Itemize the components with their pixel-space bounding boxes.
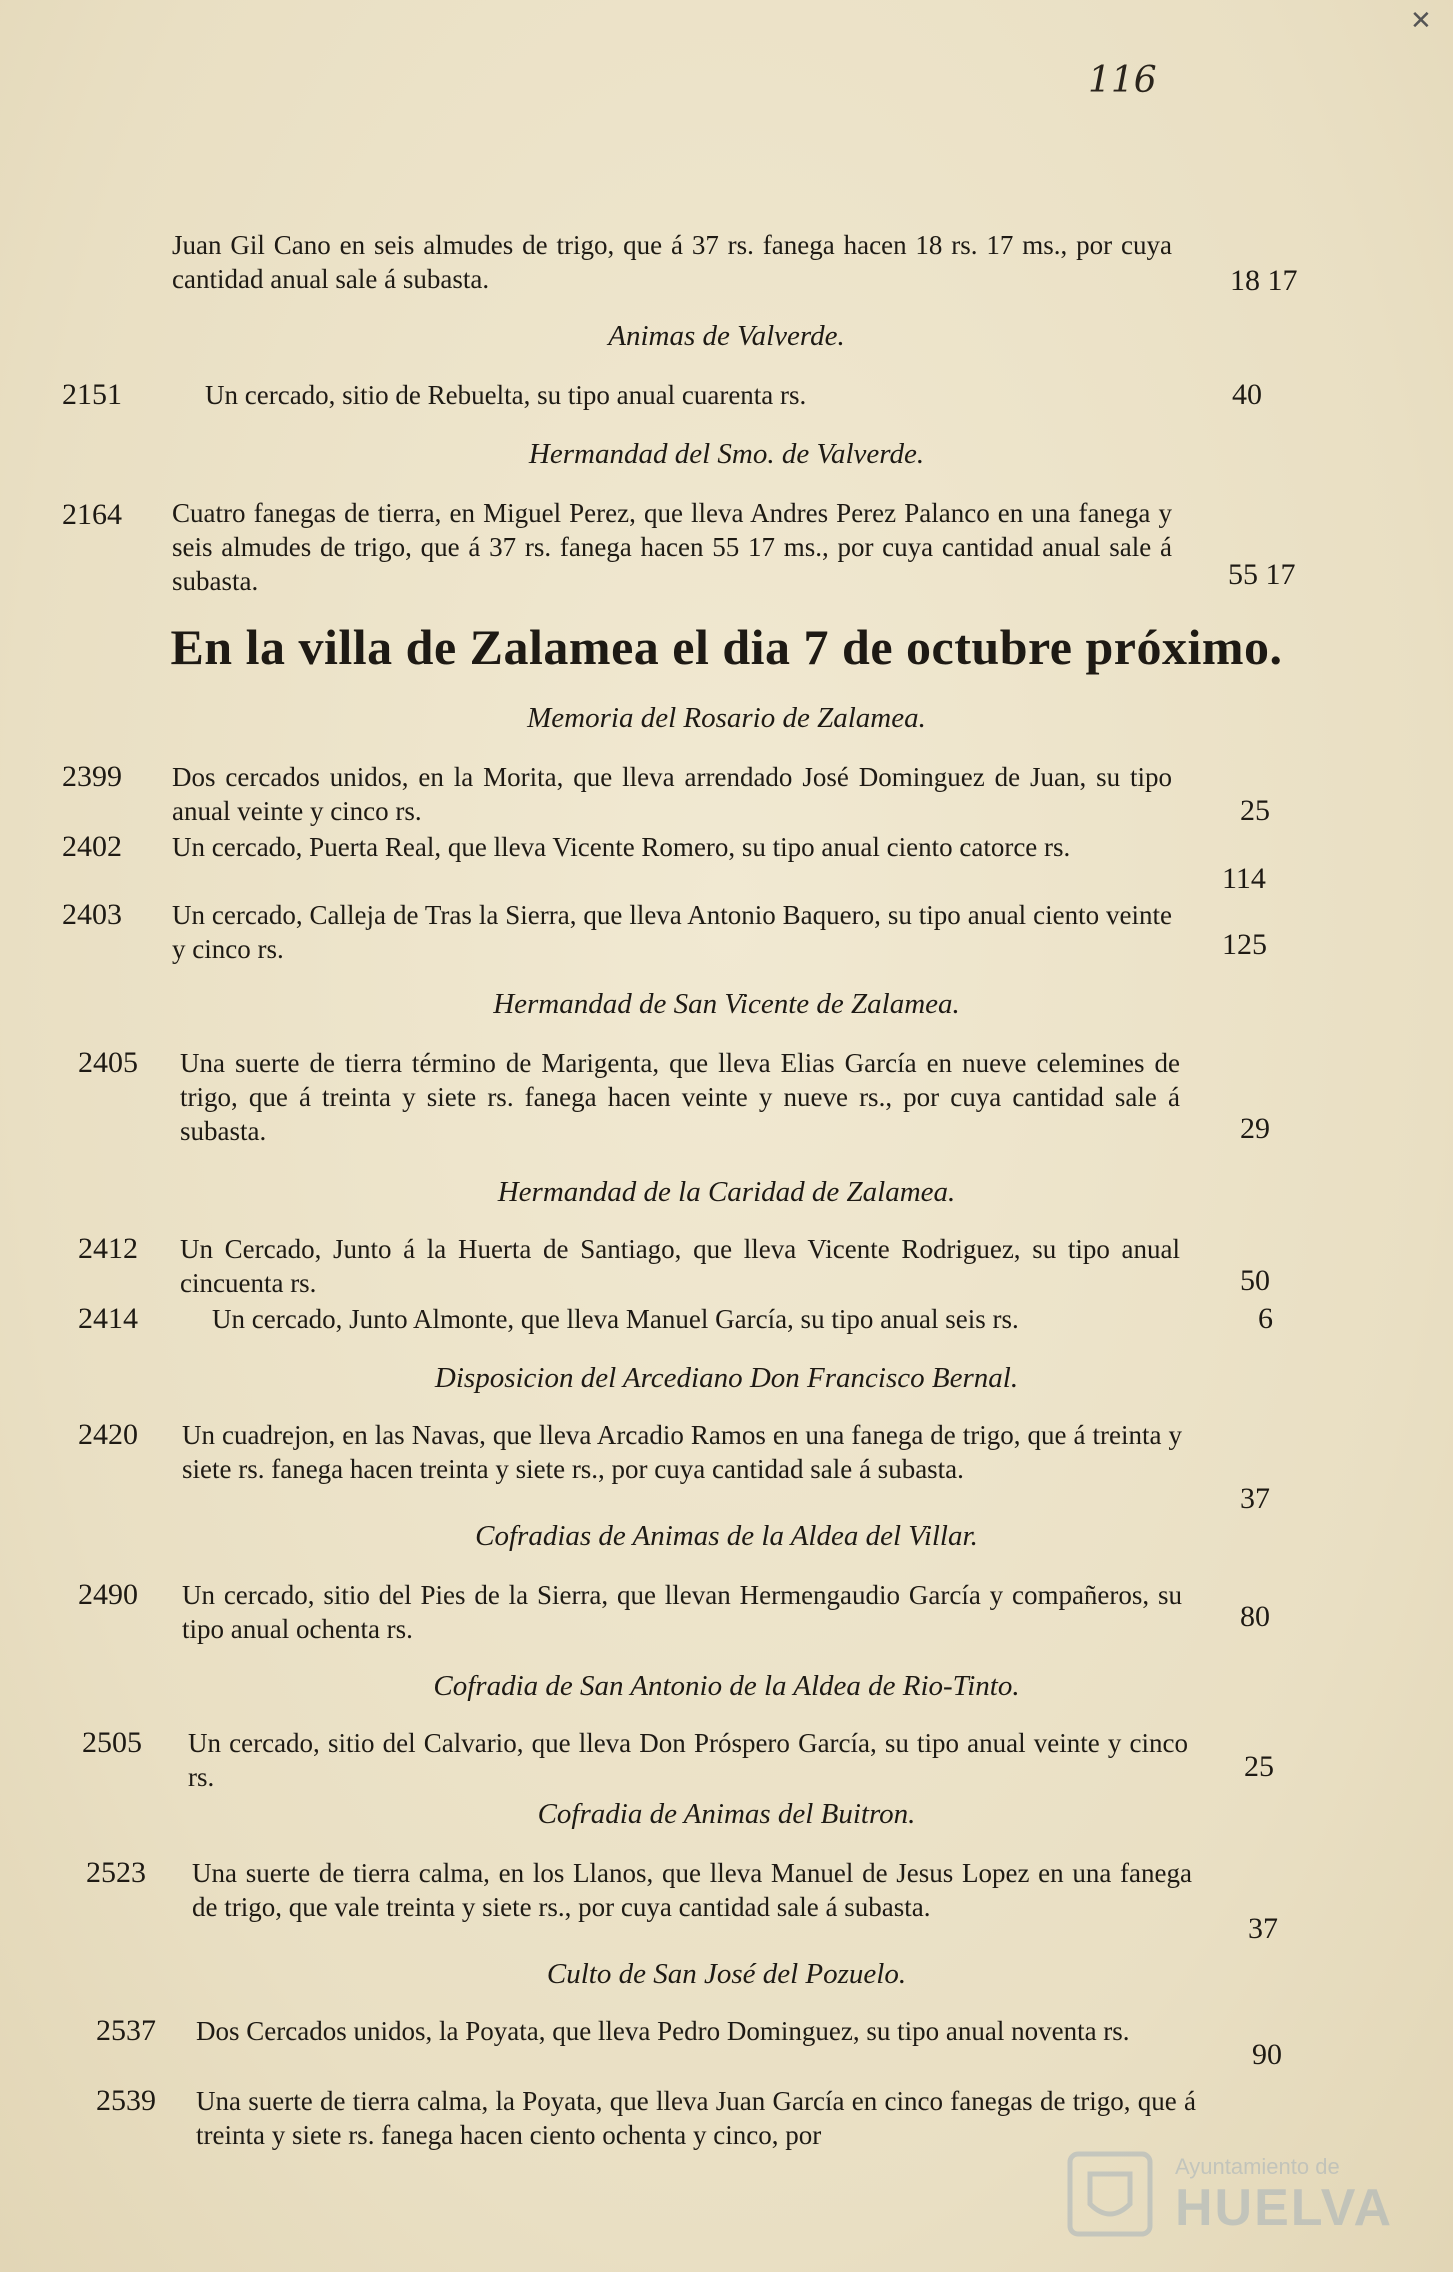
entry-text: Un cercado, sitio del Calvario, que lleva Don Próspero García, su tipo anual veinte y cinco rs. [188, 1728, 1188, 1792]
entry-number: 2405 [78, 1046, 138, 1079]
section-heading-buitron: Cofradia de Animas del Buitron. [537, 1798, 916, 1830]
entry-text: Juan Gil Cano en seis almudes de trigo, que á 37 rs. fanega hacen 18 rs. 17 ms., por cuya cantidad anual sale á subasta. [172, 230, 1172, 294]
entry-amount: 125 [1222, 928, 1267, 961]
entry-amount: 80 [1240, 1600, 1270, 1633]
entry-number: 2412 [78, 1232, 138, 1265]
entry-amount: 37 [1248, 1912, 1278, 1945]
entry-number: 2414 [78, 1302, 138, 1335]
entry-amount: 37 [1240, 1482, 1270, 1515]
entry-number: 2505 [82, 1726, 142, 1759]
entry-text: Un cercado, Puerta Real, que lleva Vicente Romero, su tipo anual ciento catorce rs. [172, 832, 1071, 862]
coat-of-arms-icon [1060, 2144, 1160, 2244]
watermark-logo [1050, 2140, 1394, 2250]
main-heading: En la villa de Zalamea el dia 7 de octubre próximo. [170, 619, 1283, 675]
entry-amount: 6 [1258, 1302, 1273, 1335]
entry-text: Un cercado, Junto Almonte, que lleva Manuel García, su tipo anual seis rs. [212, 1304, 1019, 1334]
section-heading-san-vicente: Hermandad de San Vicente de Zalamea. [493, 988, 960, 1020]
section-heading-cofradias-villar: Cofradias de Animas de la Aldea del Villar. [475, 1520, 978, 1552]
entry-number: 2403 [62, 898, 122, 931]
entry-text: Una suerte de tierra calma, la Poyata, que lleva Juan García en cinco fanegas de trigo, que á treinta y siete rs. fanega hacen ciento ochenta y cinco, por [196, 2086, 1196, 2150]
entry-amount: 29 [1240, 1112, 1270, 1145]
section-heading-arcediano: Disposicion del Arcediano Don Francisco Bernal. [434, 1362, 1019, 1394]
folio-number: 116 [1088, 60, 1157, 101]
entry-amount: 55 17 [1228, 558, 1296, 591]
entry-number: 2523 [86, 1856, 146, 1889]
entry-text: Una suerte de tierra calma, en los Llanos, que lleva Manuel de Jesus Lopez en una fanega de trigo, que vale treinta y siete rs., por cuya cantidad sale á subasta. [192, 1858, 1192, 1922]
entry-text: Un Cercado, Junto á la Huerta de Santiago, que lleva Vicente Rodriguez, su tipo anual cincuenta rs. [180, 1234, 1180, 1298]
entry-amount: 25 [1244, 1750, 1274, 1783]
entry-number: 2537 [96, 2014, 156, 2047]
section-heading-memoria-rosario: Memoria del Rosario de Zalamea. [527, 702, 926, 734]
entry-number: 2399 [62, 760, 122, 793]
section-heading-san-antonio: Cofradia de San Antonio de la Aldea de Rio-Tinto. [433, 1670, 1020, 1702]
entry-text: Un cercado, Calleja de Tras la Sierra, que lleva Antonio Baquero, su tipo anual ciento veinte y cinco rs. [172, 900, 1172, 964]
section-heading-animas-valverde: Animas de Valverde. [608, 320, 845, 352]
entry-text: Una suerte de tierra término de Marigenta, que lleva Elias García en nueve celemines de trigo, que á treinta y siete rs. fanega hacen veinte y nueve rs., por cuya cantidad sale á subasta. [180, 1048, 1180, 1146]
entry-text: Un cercado, sitio de Rebuelta, su tipo anual cuarenta rs. [205, 380, 807, 410]
entry-text: Cuatro fanegas de tierra, en Miguel Perez, que lleva Andres Perez Palanco en una fanega y seis almudes de trigo, que á 37 rs. fanega hacen 55 17 ms., por cuya cantidad anual sale á subasta. [172, 498, 1172, 596]
entry-text: Un cercado, sitio del Pies de la Sierra, que llevan Hermengaudio García y compañeros, su tipo anual ochenta rs. [182, 1580, 1182, 1644]
entry-text: Dos cercados unidos, en la Morita, que lleva arrendado José Dominguez de Juan, su tipo anual veinte y cinco rs. [172, 762, 1172, 826]
entry-number: 2490 [78, 1578, 138, 1611]
entry-amount: 25 [1240, 794, 1270, 827]
entry-number: 2151 [62, 378, 122, 411]
entry-amount: 90 [1252, 2038, 1282, 2071]
section-heading-hermandad-valverde: Hermandad del Smo. de Valverde. [528, 438, 925, 470]
watermark-top-text: Ayuntamiento de [1175, 2154, 1340, 2179]
entry-amount: 50 [1240, 1264, 1270, 1297]
section-heading-caridad: Hermandad de la Caridad de Zalamea. [497, 1176, 956, 1208]
entry-amount: 18 17 [1230, 264, 1298, 297]
corner-mark: ✕ [1410, 6, 1432, 36]
section-heading-pozuelo: Culto de San José del Pozuelo. [546, 1958, 907, 1990]
entry-number: 2539 [96, 2084, 156, 2117]
entry-number: 2164 [62, 498, 122, 531]
entry-number: 2420 [78, 1418, 138, 1451]
entry-amount: 40 [1232, 378, 1262, 411]
watermark-main-text: HUELVA [1175, 2179, 1394, 2237]
entry-text: Dos Cercados unidos, la Poyata, que lleva Pedro Dominguez, su tipo anual noventa rs. [196, 2016, 1130, 2046]
entry-number: 2402 [62, 830, 122, 863]
entry-text: Un cuadrejon, en las Navas, que lleva Arcadio Ramos en una fanega de trigo, que á treinta y siete rs. fanega hacen treinta y siete rs., por cuya cantidad sale á subasta. [182, 1420, 1182, 1484]
entry-amount: 114 [1222, 862, 1266, 895]
